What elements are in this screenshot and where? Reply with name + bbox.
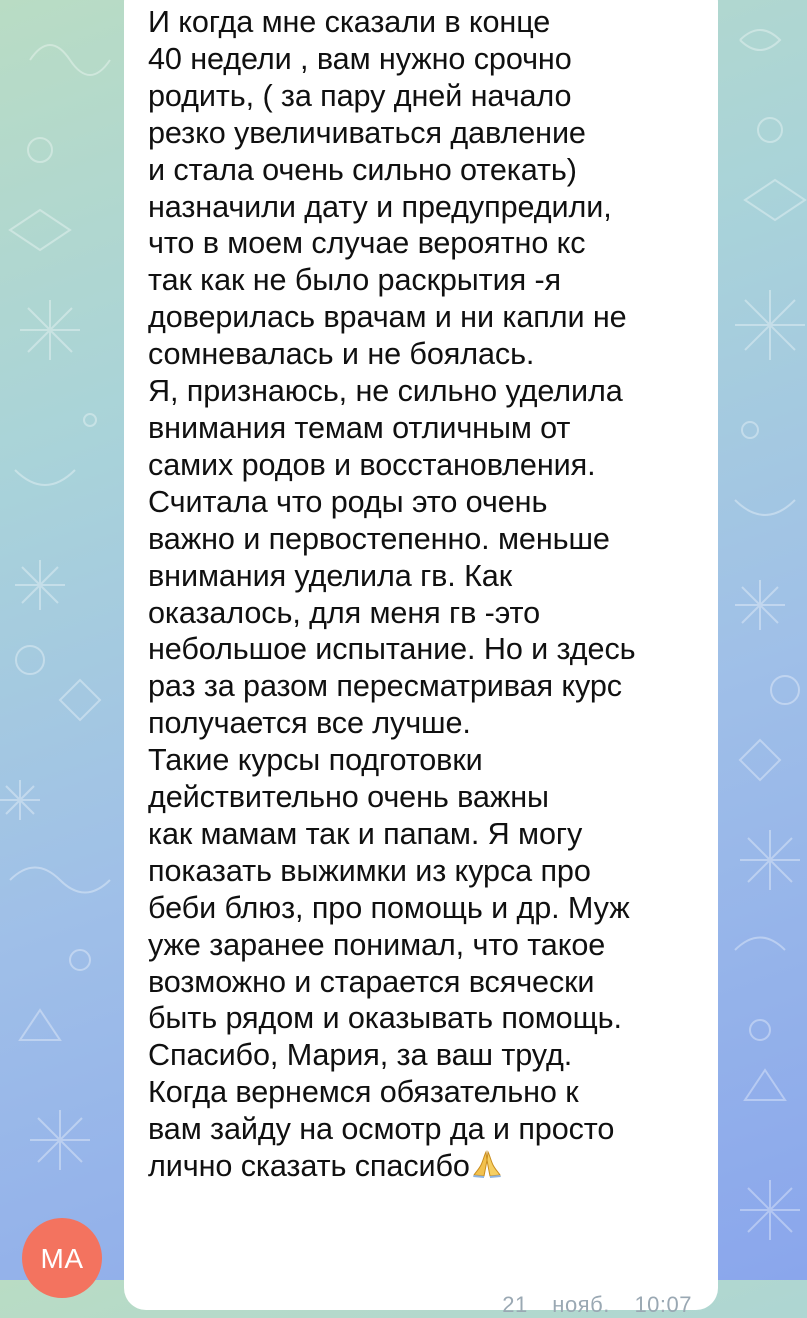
- sender-avatar[interactable]: [22, 1218, 102, 1298]
- message-bubble[interactable]: [124, 0, 718, 1317]
- avatar-initials: МА: [40, 1243, 84, 1274]
- folded-hands-icon: [472, 1149, 502, 1179]
- message-meta: [502, 1292, 692, 1318]
- message-body: И когда мне сказали в конце 40 недели , вам нужно срочно родить, ( за пару дней начало резко увеличиваться давление и стала очень сильно отекать) назначили дату и предупредили, что в моем случае вероятно кс так как не было раскрытия -я доверилась врачам и ни капли не сомневалась и не боялась. Я, признаюсь, не сильно уделила внимания темам отличным от самих родов и восстановления. Считала что роды это очень важно и первостепенно. меньше внимания уделила гв. Как оказалось, для меня гв -это небольшое испытание. Но и здесь раз за разом пересматривая курс получается все лучше. Такие курсы подготовки действительно очень важны как мамам так и папам. Я могу показать выжимки из курса про беби блюз, про помощь и др. Муж уже заранее понимал, что такое возможно и старается всячески быть рядом и оказывать помощь. Спасибо, Мария, за ваш труд. Когда вернемся обязательно к вам зайду на осмотр да и просто лично сказать спасибо: [148, 5, 636, 1184]
- message-text: [148, 4, 698, 1185]
- message-time: 10:07: [634, 1292, 692, 1317]
- message-date: 21 нояб.: [502, 1292, 610, 1317]
